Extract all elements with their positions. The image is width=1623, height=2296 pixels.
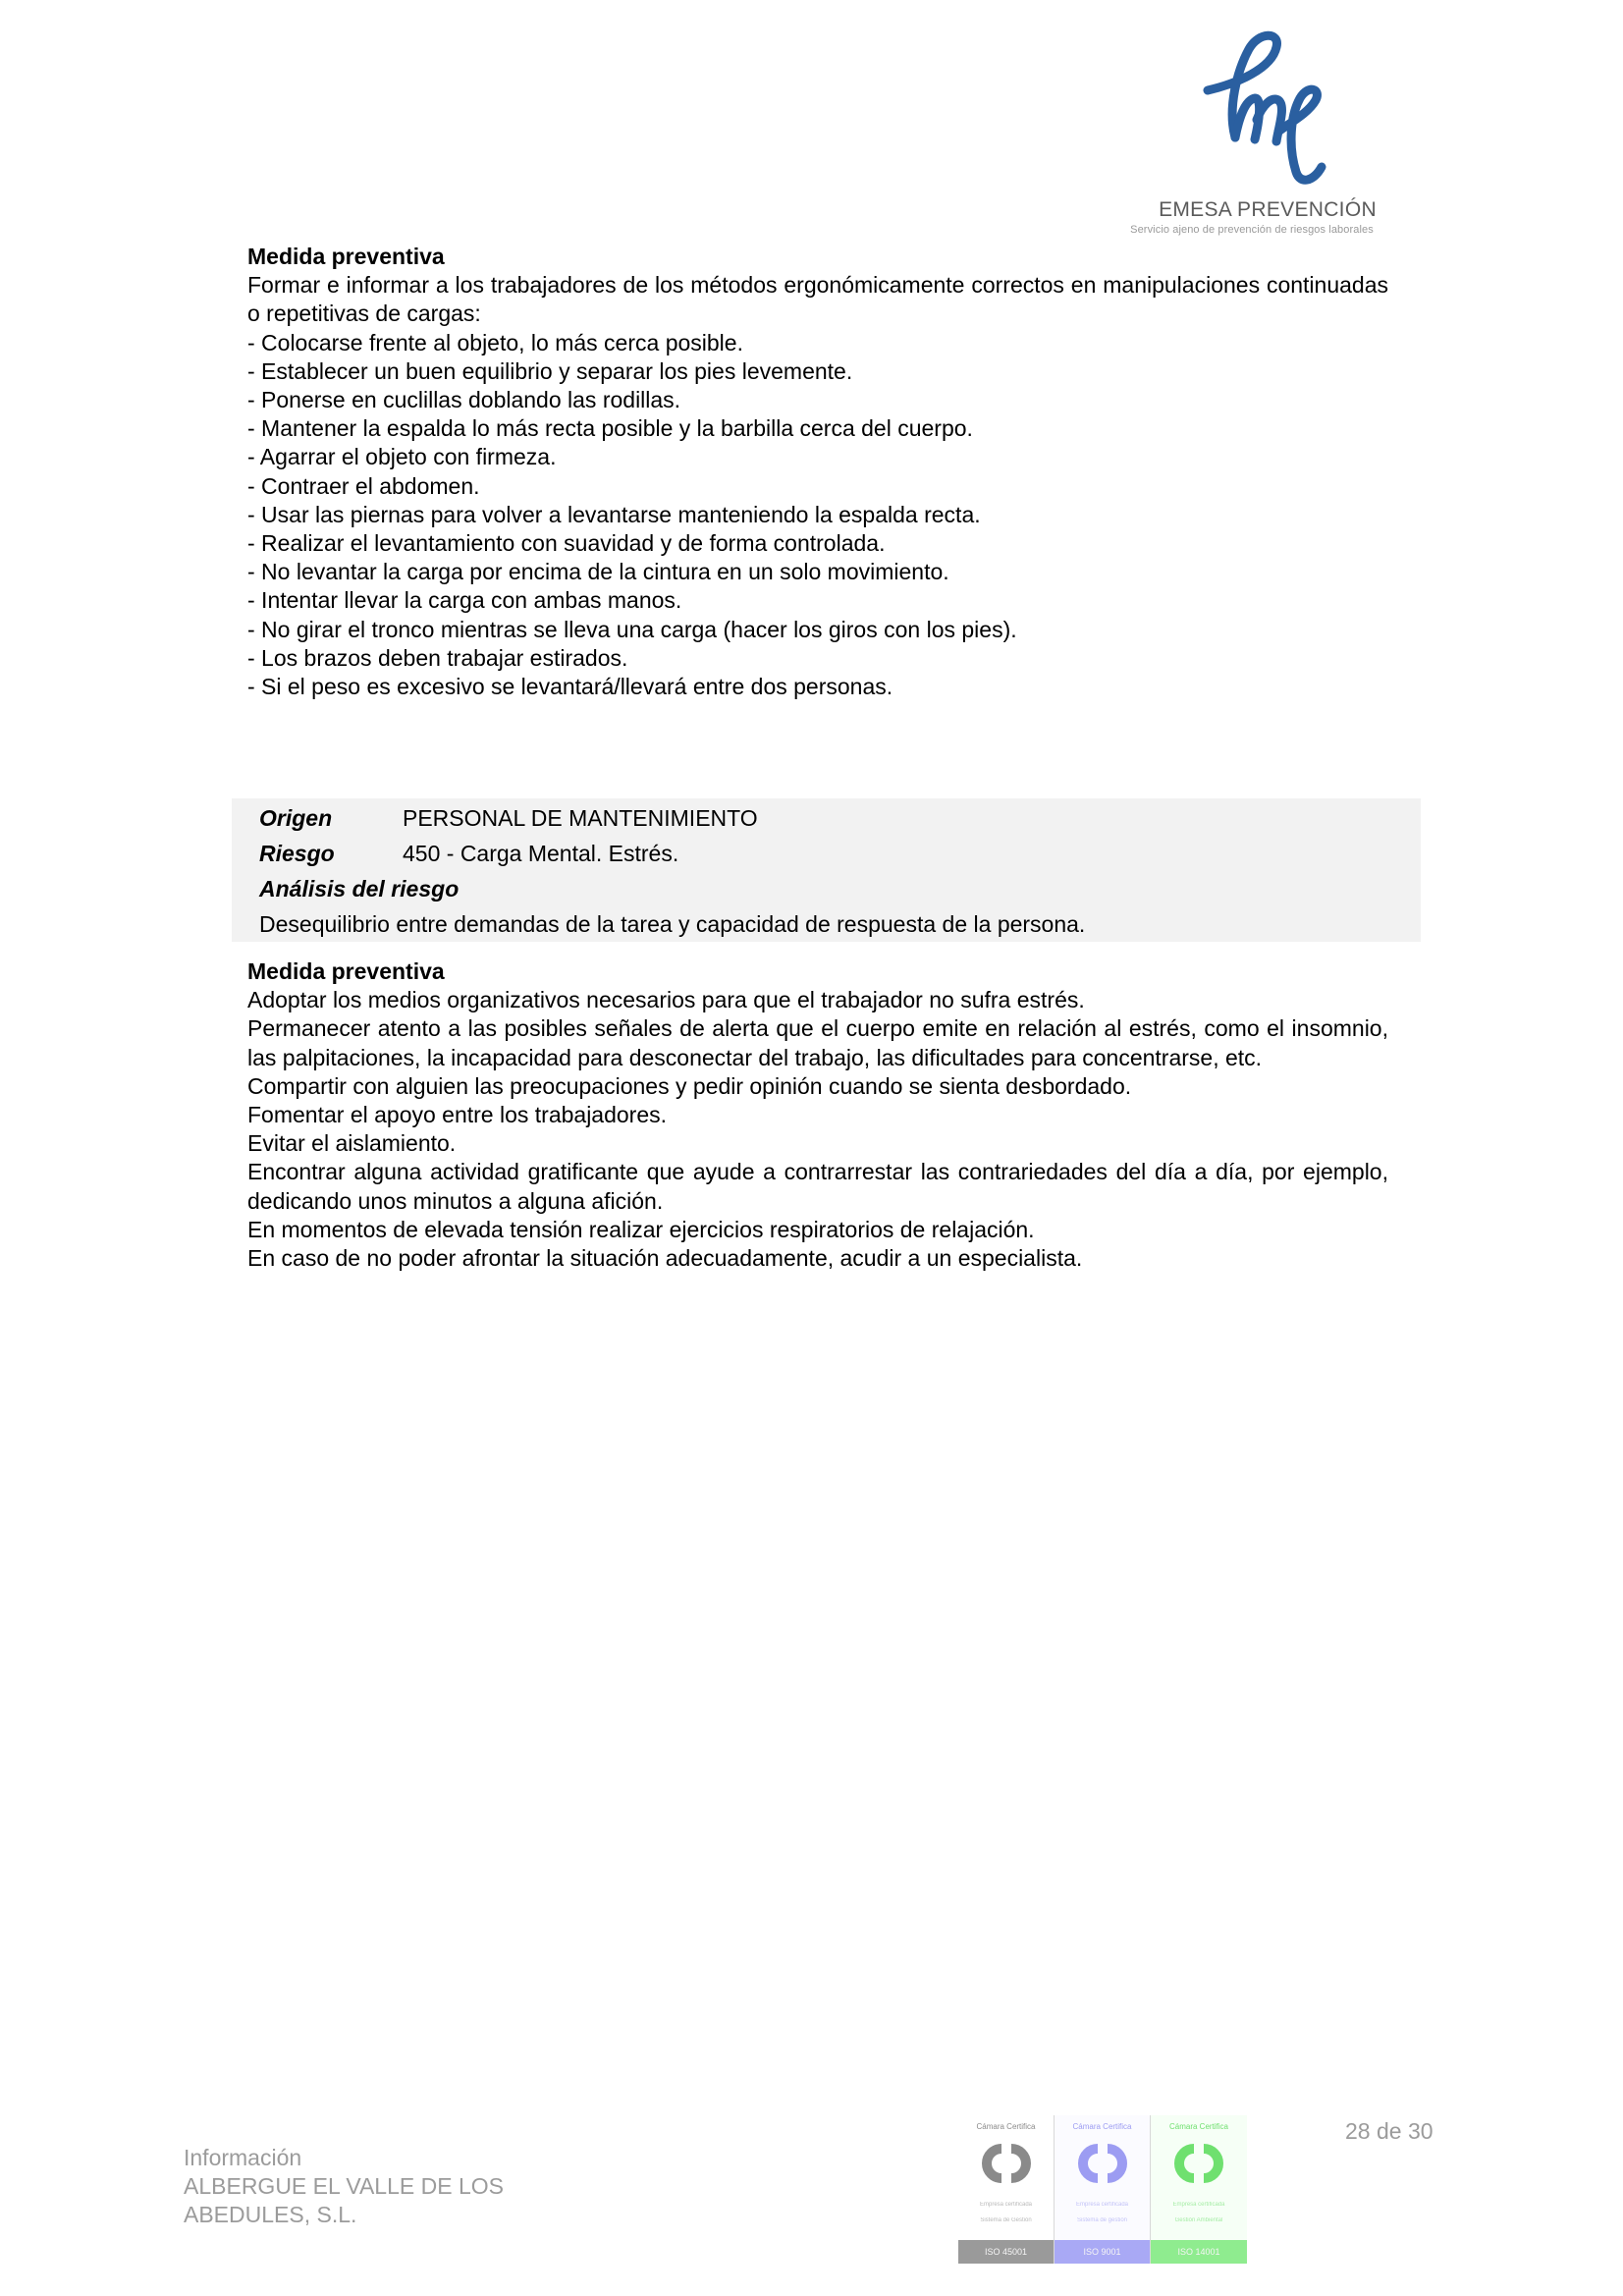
list-item: - Agarrar el objeto con firmeza. [247,444,557,470]
origin-value: PERSONAL DE MANTENIMIENTO [403,805,758,831]
analysis-row [259,875,459,903]
cert-subtitle: Empresa certificada [979,2202,1033,2208]
footer-company-line1: ALBERGUE EL VALLE DE LOS [184,2173,504,2199]
cert-subtitle: Empresa certificada [1075,2202,1129,2208]
risk-info-box [232,798,1421,942]
list-item: - Establecer un buen equilibrio y separar los pies levemente. [247,357,853,384]
list-item: - Si el peso es excesivo se levantará/llevará entre dos personas. [247,674,893,700]
origin-label: Origen [259,805,333,831]
list-item: - No girar el tronco mientras se lleva una carga (hacer los giros con los pies). [247,616,1017,642]
list-item: - Intentar llevar la carga con ambas manos. [247,587,682,614]
measure-paragraph: Evitar el aislamiento. [247,1130,457,1157]
cert-subtitle: Empresa certificada [1172,2202,1225,2208]
list-item: - Usar las piernas para volver a levantarse manteniendo la espalda recta. [247,501,981,527]
list-item: - Contraer el abdomen. [247,472,480,499]
risk-row [259,840,678,868]
footer-company-line2: ABEDULES, S.L. [184,2202,357,2227]
cert-cycle-icon [972,2139,1041,2188]
analysis-label: Análisis del riesgo [259,876,460,902]
list-item: - Realizar el levantamiento con suavidad y de forma controlada. [247,530,886,557]
measure-paragraph: En momentos de elevada tensión realizar ejercicios respiratorios de relajación. [247,1216,1035,1242]
measure-paragraph: Adoptar los medios organizativos necesarios para que el trabajador no sufra estrés. [247,987,1085,1013]
company-tagline: Servicio ajeno de prevención de riesgos laborales [1130,224,1374,236]
measure-intro: Formar e informar a los trabajadores de los métodos ergonómicamente correctos en manipulaciones continuadas o repetitivas de cargas: [247,272,1388,327]
list-item: - Mantener la espalda lo más recta posible y la barbilla cerca del cuerpo. [247,415,973,442]
risk-label: Riesgo [259,841,335,866]
cert-badge-iso-9001 [1055,2115,1151,2264]
eme-monogram-icon [1198,29,1345,196]
list-item: - Los brazos deben trabajar estirados. [247,644,628,671]
page-number: 28 de 30 [1345,2118,1434,2144]
company-logo [1105,29,1399,246]
analysis-value-row [259,910,1085,939]
cert-issuer: Cámara Certifica [1072,2122,1132,2131]
preventive-measure-block-1 [247,243,1388,701]
cert-issuer: Cámara Certifica [1168,2122,1228,2131]
footer-info-label: Información [184,2145,302,2170]
preventive-measure-block-2 [247,957,1388,1273]
measure-paragraph: En caso de no poder afrontar la situación adecuadamente, acudir a un especialista. [247,1245,1083,1272]
cert-standard: ISO 45001 [958,2240,1054,2264]
measure-paragraph: Permanecer atento a las posibles señales de alerta que el cuerpo emite en relación al estrés, como el insomnio, las palpitaciones, la incapacidad para desconectar del trabajo, las dificultades para concentrarse, etc. [247,1015,1388,1070]
certification-badges [958,2115,1247,2264]
cert-standard: ISO 9001 [1055,2240,1150,2264]
cert-subtitle: Sistema de gestión [1076,2217,1128,2223]
cert-subtitle: Gestión Ambiental [1174,2217,1223,2223]
section-heading: Medida preventiva [247,244,445,269]
measure-paragraph: Compartir con alguien las preocupaciones y pedir opinión cuando se sienta desbordado. [247,1072,1132,1099]
cert-standard: ISO 14001 [1151,2240,1247,2264]
cert-issuer: Cámara Certifica [976,2122,1036,2131]
analysis-value: Desequilibrio entre demandas de la tarea y capacidad de respuesta de la persona. [259,911,1086,937]
cert-badge-iso-45001 [958,2115,1055,2264]
measure-paragraph: Fomentar el apoyo entre los trabajadores. [247,1102,668,1128]
measure-paragraph: Encontrar alguna actividad gratificante que ayude a contrarrestar las contrariedades del día a día, por ejemplo, dedicando unos minutos a alguna afición. [247,1159,1388,1214]
cert-cycle-icon [1068,2139,1137,2188]
risk-value: 450 - Carga Mental. Estrés. [403,841,679,866]
list-item: - Colocarse frente al objeto, lo más cerca posible. [247,329,743,355]
section-heading: Medida preventiva [247,958,445,984]
origin-row [259,804,758,833]
cert-subtitle: Sistema de Gestión [980,2217,1032,2223]
cert-cycle-icon [1164,2139,1233,2188]
footer-company-info [184,2144,504,2229]
company-name: EMESA PREVENCIÓN [1159,198,1377,221]
list-item: - Ponerse en cuclillas doblando las rodillas. [247,387,681,413]
list-item: - No levantar la carga por encima de la cintura en un solo movimiento. [247,559,949,585]
cert-badge-iso-14001 [1151,2115,1247,2264]
